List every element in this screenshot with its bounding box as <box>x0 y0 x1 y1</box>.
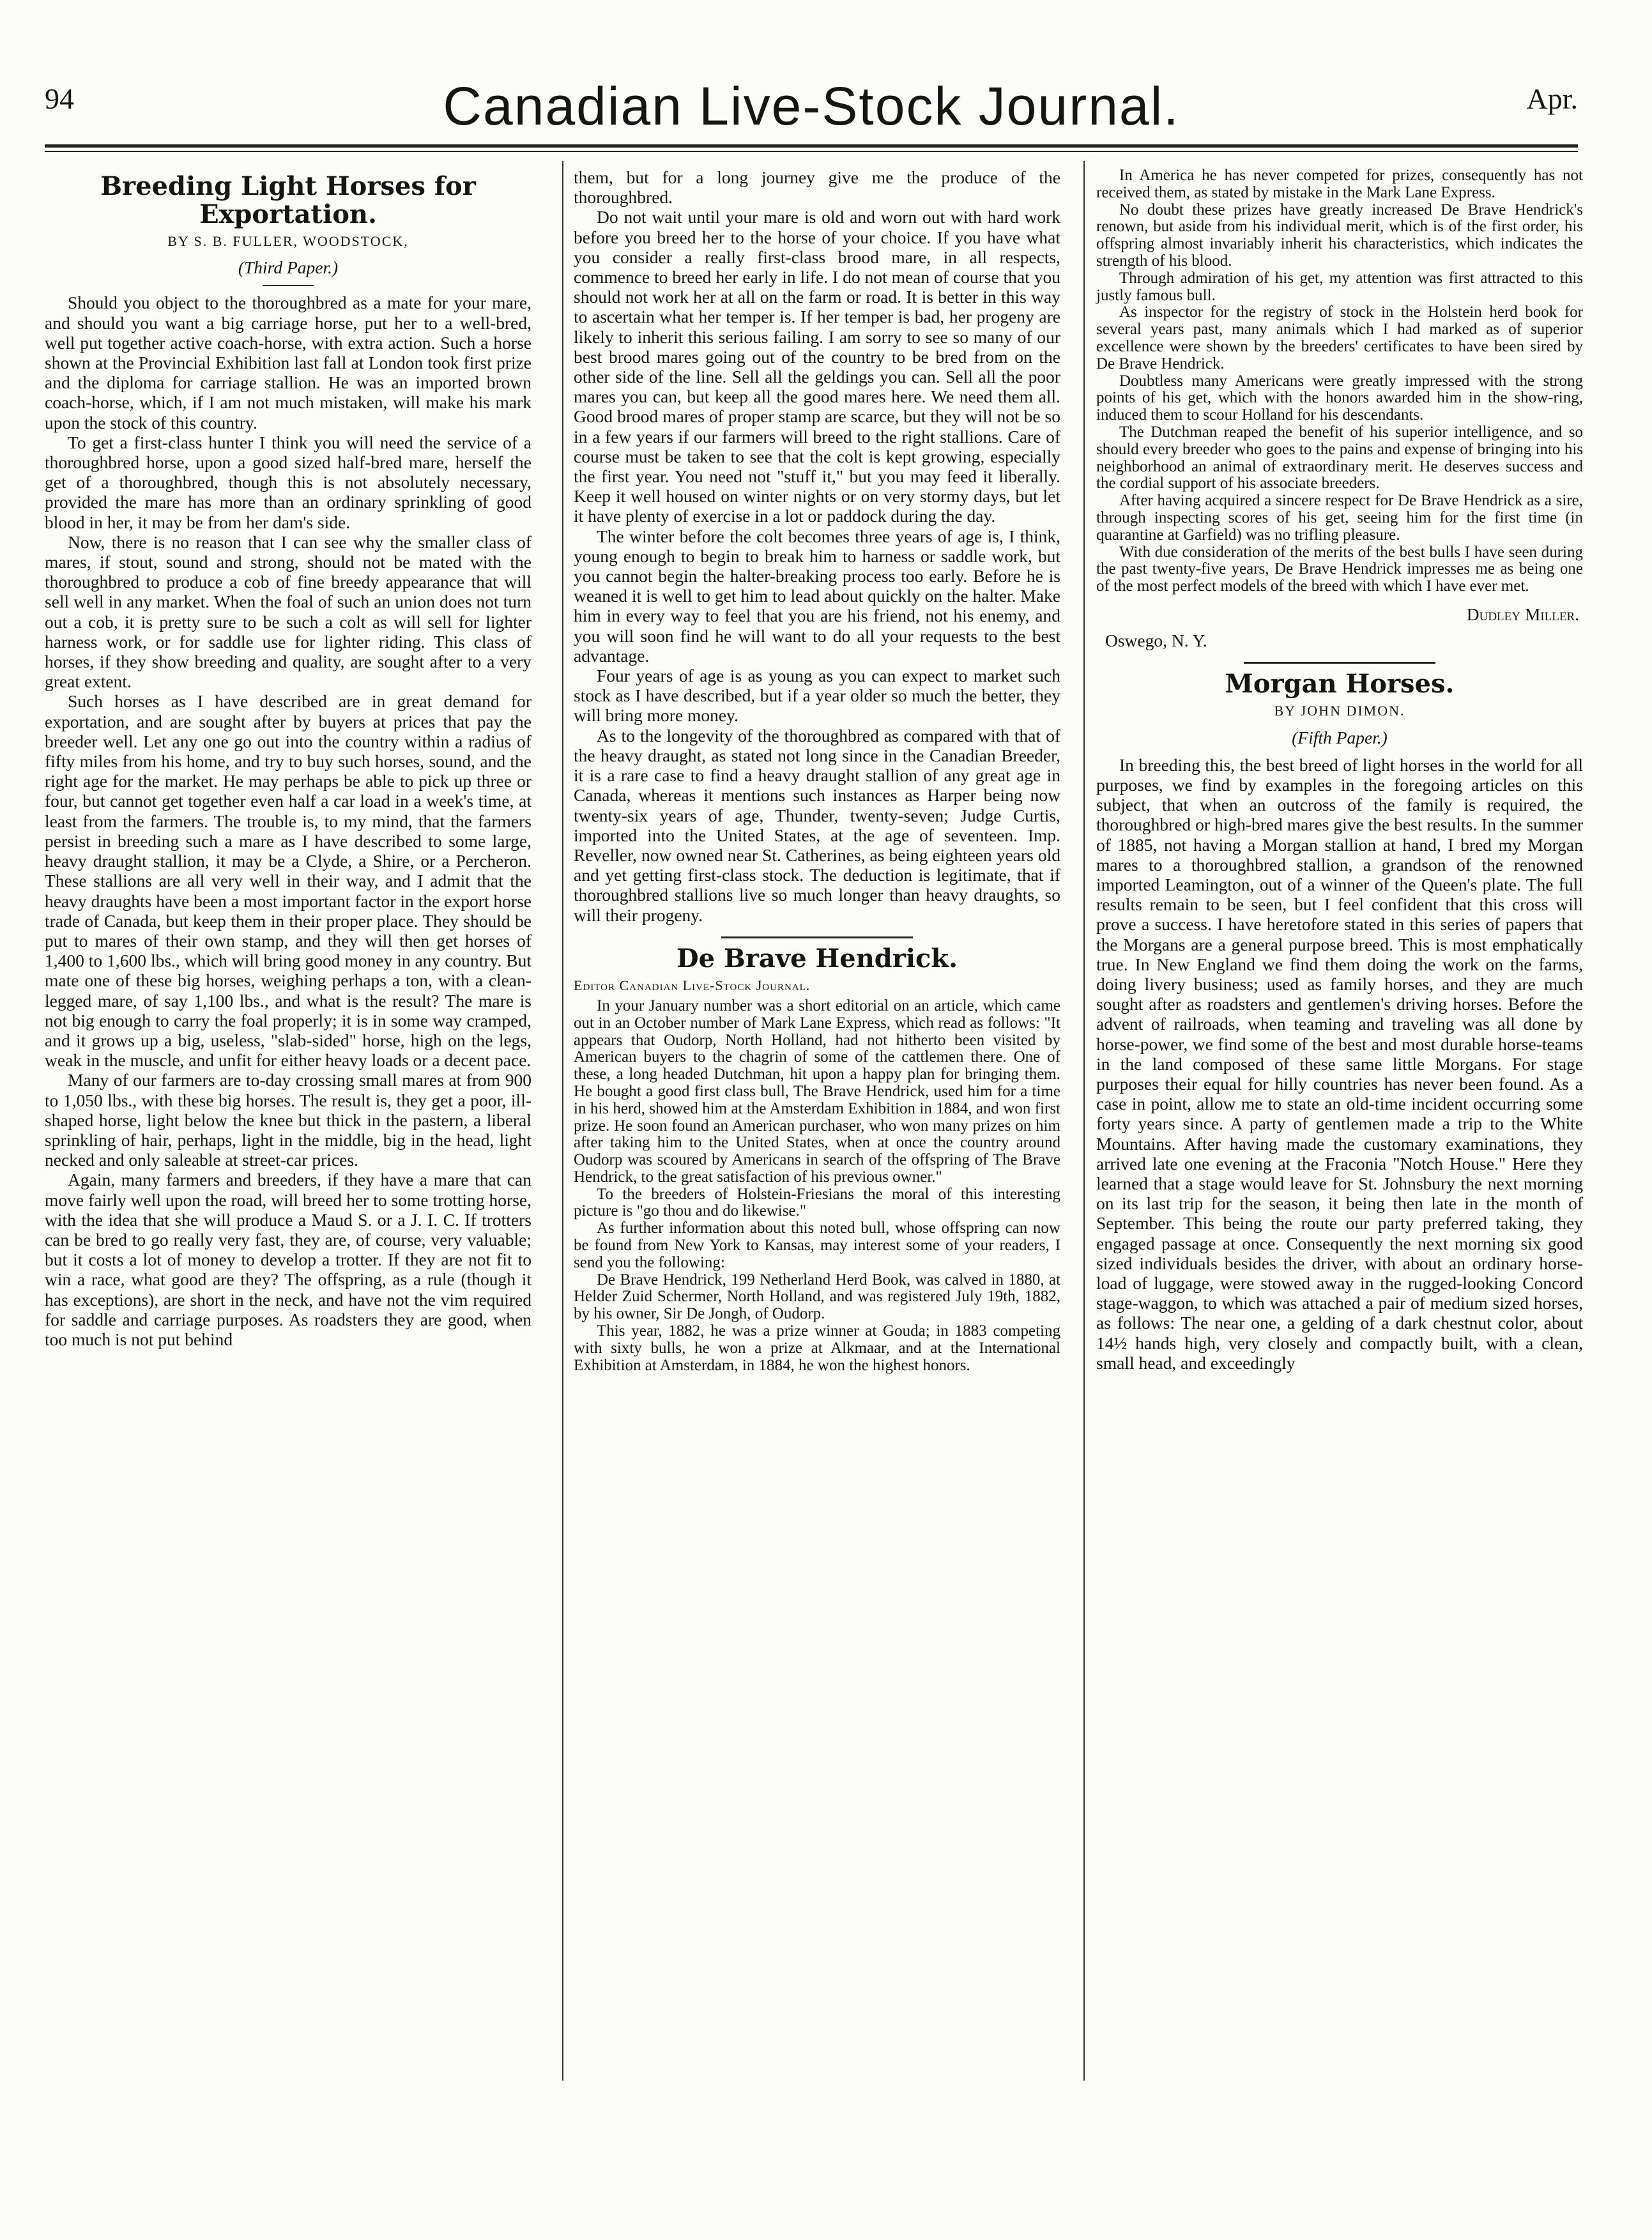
page-header <box>45 75 1578 139</box>
paragraph: The winter before the colt becomes three years of age is, I think, young enough to begin to break him to harness or saddle work, but you cannot begin the halter-breaking process too early. Before he is weaned it is well to get him to lead about quickly on the halter. Make him in every way to feel that you are his friend, not his enemy, and you will soon find he will want to do all your requests to the best advantage. <box>574 526 1060 666</box>
column-divider <box>1083 161 1085 2081</box>
paragraph: Many of our farmers are to-day crossing small mares at from 900 to 1,050 lbs., with these big horses. The result is, they get a poor, ill-shaped horse, light below the knee but thick in the pastern, a liberal sprinkling of hair, perhaps, light in the middle, big in the head, light necked and only saleable at street-car prices. <box>45 1070 532 1170</box>
column-2 <box>574 167 1060 1374</box>
paragraph: Again, many farmers and breeders, if they have a mare that can move fairly well upon the road, will breed her to some trotting horse, with the idea that she will produce a Maud S. or a J. I. C. If trotters can be bred to go really very fast, they are, of course, very valuable; but it costs a lot of money to develop a trotter. If they are not fit to win a race, what good are they? The offspring, as a rule (though it has exceptions), are short in the neck, and have not the vim required for saddle and carriage purposes. As roadsters they are good, when too much is not put behind <box>45 1170 532 1349</box>
column-1 <box>45 167 532 1349</box>
page-number: 94 <box>45 82 74 115</box>
paragraph: In your January number was a short editorial on an article, which came out in an October number of Mark Lane Express, which read as follows: "It appears that Oudorp, North Holland, had not hitherto been visited by American buyers to the chagrin of some of the cattlemen there. One of these, a long headed Dutchman, hit upon a happy plan for bringing them. He bought a good first class bull, The Brave Hendrick, used him for a time in his herd, showed him at the Amsterdam Exhibition in 1884, and won first prize. He soon found an American purchaser, who won many prizes on him after taking him to the United States, when at once the country around Oudorp was scoured by Americans in search of the offspring of The Brave Hendrick, to the great satisfaction of his previous owner." <box>574 997 1060 1186</box>
column-divider <box>562 161 563 2081</box>
journal-title: Canadian Live-Stock Journal. <box>443 76 1180 136</box>
paragraph: them, but for a long journey give me the produce of the thoroughbred. <box>574 167 1060 208</box>
issue-month: Apr. <box>1526 82 1578 115</box>
paragraph: Through admiration of his get, my attention was first attracted to this justly famous bull. <box>1096 269 1583 304</box>
paragraph: In breeding this, the best breed of light horses in the world for all purposes, we find by examples in the foregoing articles on this subject, that when an outcross of the family is required, the thoroughbred or high-bred mares give the best results. In the summer of 1885, not having a Morgan stallion at hand, I bred my Morgan mares to a thoroughbred stallion, a grandson of the renowned imported Leamington, out of a winner of the Queen's plate. The full results remain to be seen, but I feel confident that this cross will prove a success. I have heretofore stated in this series of papers that the Morgans are a general purpose breed. This is most emphatically true. In New England we find them doing the work on the farms, doing livery business; used as family horses, and they are much sought after as roadsters and gentlemen's driving horses. Before the advent of railroads, when teaming and traveling was all done by horse-power, we find some of the best and most durable horse-teams in the land composed of these same little Morgans. For stage purposes their equal for hilly countries has never been found. As a case in point, allow me to state an old-time incident occurring some forty years since. A party of gentlemen made a trip to the White Mountains. After having made the customary examinations, they arrived late one evening at the Fraconia "Notch House." Here they learned that a stage would leave for St. Johnsbury the next morning on its last trip for the season, it being then late in the month of September. This being the route our party preferred taking, they engaged passage at once. Consequently the next morning six good sized individuals besides the driver, with about an ordinary horse-load of luggage, were stowed away in the rugged-looking Concord stage-waggon, to which was attached a pair of medium sized horses, as follows: The near one, a gelding of a dark chestnut color, about 14½ hands high, very closely and compactly built, with a clean, small head, and exceedingly <box>1096 754 1583 1373</box>
paragraph: To the breeders of Holstein-Friesians the moral of this interesting picture is "go thou and do likewise." <box>574 1185 1060 1220</box>
paragraph: After having acquired a sincere respect for De Brave Hendrick as a sire, through inspecting scores of his get, seeing him for the first time (in quarantine at Garfield) was no trifling pleasure. <box>1096 492 1583 544</box>
short-rule <box>263 285 314 286</box>
paragraph: As inspector for the registry of stock in the Holstein herd book for several years past, many animals which I had marked as of superior excellence were shown by the breeders' certificates to have been sired by De Brave Hendrick. <box>1096 303 1583 372</box>
paragraph: To get a first-class hunter I think you will need the service of a thoroughbred horse, upon a good sized half-bred mare, herself the get of a thoroughbred, though this is not absolutely necessary, provided the mare has more than an ordinary sprinkling of good blood in her, it may be from her dam's side. <box>45 432 532 532</box>
article-separator <box>1244 662 1435 664</box>
paragraph: Do not wait until your mare is old and worn out with hard work before you breed her to the horse of your choice. If you have what you consider a really first-class brood mare, in all respects, commence to breed her early in life. I do not mean of course that you should not work her at all on the farm or road. It is better in this way to ascertain what her temper is. If her temper is bad, her progeny are likely to inherit this serious failing. I am sorry to see so many of our best brood mares going out of the country to be bred from on the other side of the line. Sell all the geldings you can. Sell all the poor mares you can, but keep all the good mares here. We need them all. Good brood mares of proper stamp are scarce, but they will not be so in a few years if our farmers will breed to the right stallions. Care of course must be taken to see that the colt is kept growing, especially the first year. You need not "stuff it," but you may feed it liberally. Keep it well housed on winter nights or on very stormy days, but let it have plenty of exercise in a lot or paddock during the day. <box>574 207 1060 526</box>
byline: BY JOHN DIMON. <box>1274 703 1405 719</box>
paragraph: Four years of age is as young as you can expect to market such stock as I have described, but if a year older so much the better, they will bring more money. <box>574 666 1060 726</box>
paper-number: (Third Paper.) <box>238 257 339 278</box>
article-title-breeding: Breeding Light Horses for Exportation. <box>100 171 476 229</box>
paragraph: The Dutchman reaped the benefit of his superior intelligence, and so should every breeder who goes to the pains and expense of bringing into his neighborhood an animal of extraordinary merit. He deserves success and the cordial support of his associate breeders. <box>1096 423 1583 493</box>
paragraph: Now, there is no reason that I can see why the smaller class of mares, if stout, sound and strong, should not be mated with the thoroughbred to produce a cob of fine breedy appearance that will sell well in any market. When the foal of such an union does not turn out a cob, it is pretty sure to be such a colt as will sell for lighter harness work, or for saddle use for lighter riding. This class of horses, if they show breeding and quality, are sought after to a very great extent. <box>45 531 532 692</box>
paragraph: Doubtless many Americans were greatly impressed with the strong points of his get, which with the honors awarded him in the show-ring, induced them to scour Holland for his descendants. <box>1096 372 1583 424</box>
dateline-place: Oswego, N. Y. <box>1105 630 1207 651</box>
paragraph: In America he has never competed for prizes, consequently has not received them, as stated by mistake in the Mark Lane Express. <box>1096 167 1583 201</box>
paragraph: With due consideration of the merits of the best bulls I have seen during the past twenty-five years, De Brave Hendrick impresses me as being one of the most perfect models of the breed with which I have ever met. <box>1096 543 1583 595</box>
byline: BY S. B. FULLER, WOODSTOCK, <box>167 233 409 249</box>
signature: Dudley Miller. <box>1466 604 1579 624</box>
column-3 <box>1096 167 1583 1373</box>
paper-number: (Fifth Paper.) <box>1292 727 1388 747</box>
article-separator <box>721 936 913 938</box>
editor-line: Editor Canadian Live-Stock Journal. <box>574 977 811 993</box>
header-rule-thin <box>45 151 1578 152</box>
article-title-de-brave: De Brave Hendrick. <box>676 943 958 974</box>
header-rule-thick <box>45 144 1578 148</box>
paragraph: No doubt these prizes have greatly increased De Brave Hendrick's renown, but aside from his individual merit, which is of the first order, his offspring almost invariably inherit his characteristics, which indicates the strength of his blood. <box>1096 201 1583 270</box>
paragraph: De Brave Hendrick, 199 Netherland Herd Book, was calved in 1880, at Helder Zuid Schermer, North Holland, and was registered July 19th, 1882, by his owner, Sir De Jongh, of Oudorp. <box>574 1271 1060 1323</box>
paragraph: Should you object to the thoroughbred as a mate for your mare, and should you want a big carriage horse, put her to a well-bred, well put together active coach-horse, with extra action. Such a horse shown at the Provincial Exhibition last fall at London took first prize and the diploma for carriage stallion. He was an imported brown coach-horse, which, if I am not much mistaken, will make his mark upon the stock of this country. <box>45 293 532 432</box>
paragraph: As to the longevity of the thoroughbred as compared with that of the heavy draught, as stated not long since in the Canadian Breeder, it is a rare case to find a heavy draught stallion of any great age in Canada, whereas it mentions such instances as Harper being now twenty-six years of age, Thunder, twenty-seven; Judge Curtis, imported into the United States, at the age of seventeen. Imp. Reveller, now owned near St. Catherines, as being eighteen years old and yet getting first-class stock. The deduction is legitimate, that if thoroughbred stallions live so much longer than heavy draughts, so will their progeny. <box>574 725 1060 925</box>
paragraph: This year, 1882, he was a prize winner at Gouda; in 1883 competing with sixty bulls, he won a prize at Alkmaar, and at the International Exhibition at Amsterdam, in 1884, he won the highest honors. <box>574 1322 1060 1374</box>
paragraph: Such horses as I have described are in great demand for exportation, and are sought after by buyers at prices that pay the breeder well. Let any one go out into the country within a radius of fifty miles from his home, and try to buy such horses, sound, and the right age for the market. He may perhaps be able to pick up three or four, but cannot get together even half a car load in a week's time, at least from the farmers. The trouble is, to my mind, that the farmers persist in breeding such a mare as I have described to some large, heavy draught stallion, it may be a Clyde, a Shire, or a Percheron. These stallions are all very well in their way, and I admit that the heavy draughts have been a most important factor in the export horse trade of Canada, but keep them in their proper place. They should be put to mares of their own stamp, and they will then get horses of 1,400 to 1,600 lbs., which will bring good money in any country. But mate one of these big horses, weighing perhaps a ton, with a clean-legged mare, of say 1,100 lbs., and what is the result? The mare is not big enough to carry the foal properly; it is in some way cramped, and it grows up a big, useless, "slab-sided" horse, high on the legs, weak in the muscle, and unfit for either heavy loads or a decent pace. <box>45 691 532 1071</box>
article-title-morgan: Morgan Horses. <box>1225 669 1455 699</box>
paragraph: As further information about this noted bull, whose offspring can now be found from New York to Kansas, may interest some of your readers, I send you the following: <box>574 1219 1060 1271</box>
